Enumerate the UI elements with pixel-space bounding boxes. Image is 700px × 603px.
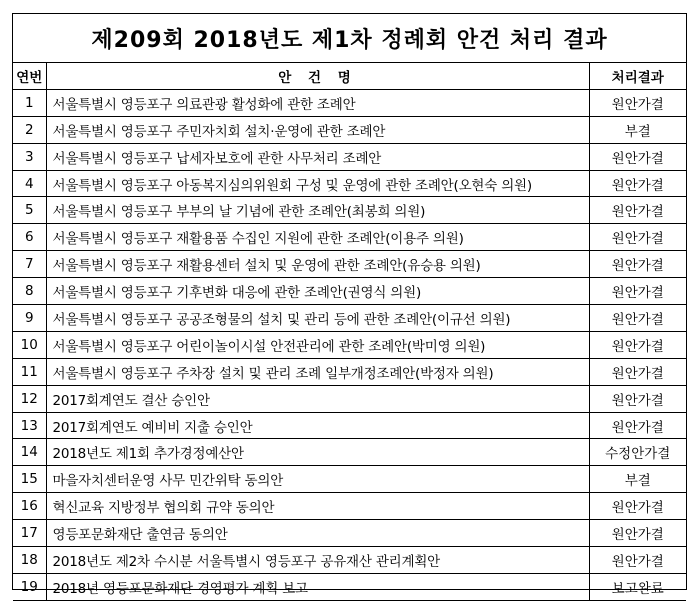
agenda-item: 서울특별시 영등포구 재활용품 수집인 지원에 관한 조례안(이용주 의원) — [46, 224, 589, 251]
page-title: 제209회 2018년도 제1차 정례회 안건 처리 결과 — [13, 14, 686, 63]
agenda-item: 2018년도 제1회 추가경정예산안 — [46, 439, 589, 466]
agenda-item: 서울특별시 영등포구 재활용센터 설치 및 운영에 관한 조례안(유승용 의원) — [46, 251, 589, 278]
table-row — [13, 385, 686, 412]
result-cell: 원안가결 — [589, 224, 686, 251]
agenda-item: 서울특별시 영등포구 공공조형물의 설치 및 관리 등에 관한 조례안(이규선 의원) — [46, 305, 589, 332]
row-number: 3 — [13, 143, 46, 170]
result-cell: 수정안가결 — [589, 439, 686, 466]
agenda-item: 영등포문화재단 출연금 동의안 — [46, 520, 589, 547]
row-number: 16 — [13, 493, 46, 520]
table-row — [13, 278, 686, 305]
header-no: 연번 — [13, 63, 46, 89]
row-number: 18 — [13, 547, 46, 574]
table-row — [13, 439, 686, 466]
result-cell: 원안가결 — [589, 305, 686, 332]
row-number: 1 — [13, 89, 46, 116]
row-number: 12 — [13, 385, 46, 412]
result-cell: 원안가결 — [589, 251, 686, 278]
row-number: 4 — [13, 170, 46, 197]
row-number: 5 — [13, 197, 46, 224]
table-row — [13, 493, 686, 520]
table-row — [13, 358, 686, 385]
result-cell: 원안가결 — [589, 170, 686, 197]
table-row — [13, 412, 686, 439]
agenda-item: 2018년도 제2차 수시분 서울특별시 영등포구 공유재산 관리계획안 — [46, 547, 589, 574]
result-cell: 원안가결 — [589, 358, 686, 385]
row-number: 7 — [13, 251, 46, 278]
result-cell: 원안가결 — [589, 493, 686, 520]
result-cell: 원안가결 — [589, 520, 686, 547]
table-row — [13, 197, 686, 224]
row-number: 10 — [13, 331, 46, 358]
agenda-item: 서울특별시 영등포구 기후변화 대응에 관한 조례안(권영식 의원) — [46, 278, 589, 305]
result-cell: 원안가결 — [589, 331, 686, 358]
table-row — [13, 331, 686, 358]
header-item: 안 건 명 — [46, 63, 589, 89]
row-number: 17 — [13, 520, 46, 547]
row-number: 14 — [13, 439, 46, 466]
agenda-item: 서울특별시 영등포구 의료관광 활성화에 관한 조례안 — [46, 89, 589, 116]
results-sheet — [12, 13, 687, 597]
table-body — [13, 89, 686, 600]
agenda-item: 서울특별시 영등포구 어린이놀이시설 안전관리에 관한 조례안(박미영 의원) — [46, 331, 589, 358]
result-cell: 부결 — [589, 466, 686, 493]
table-row — [13, 224, 686, 251]
row-number: 2 — [13, 116, 46, 143]
result-cell: 보고완료 — [589, 573, 686, 600]
table-row — [13, 143, 686, 170]
row-number: 13 — [13, 412, 46, 439]
table-row — [13, 251, 686, 278]
result-cell: 원안가결 — [589, 143, 686, 170]
agenda-item: 혁신교육 지방정부 협의회 규약 동의안 — [46, 493, 589, 520]
table-row — [13, 573, 686, 600]
table-row — [13, 116, 686, 143]
row-number: 8 — [13, 278, 46, 305]
agenda-item: 2017회계연도 결산 승인안 — [46, 385, 589, 412]
agenda-item: 서울특별시 영등포구 주차장 설치 및 관리 조례 일부개정조례안(박정자 의원) — [46, 358, 589, 385]
results-table — [13, 63, 686, 601]
table-header-row — [13, 63, 686, 89]
table-row — [13, 520, 686, 547]
table-row — [13, 89, 686, 116]
row-number: 19 — [13, 573, 46, 600]
result-cell: 원안가결 — [589, 278, 686, 305]
row-number: 15 — [13, 466, 46, 493]
header-result: 처리결과 — [589, 63, 686, 89]
agenda-item: 서울특별시 영등포구 주민자치회 설치·운영에 관한 조례안 — [46, 116, 589, 143]
row-number: 9 — [13, 305, 46, 332]
table-row — [13, 170, 686, 197]
agenda-item: 서울특별시 영등포구 납세자보호에 관한 사무처리 조례안 — [46, 143, 589, 170]
agenda-item: 2018년 영등포문화재단 경영평가 계획 보고 — [46, 573, 589, 600]
result-cell: 원안가결 — [589, 197, 686, 224]
table-row — [13, 466, 686, 493]
agenda-item: 마을자치센터운영 사무 민간위탁 동의안 — [46, 466, 589, 493]
table-row — [13, 305, 686, 332]
agenda-item: 2017회계연도 예비비 지출 승인안 — [46, 412, 589, 439]
result-cell: 원안가결 — [589, 412, 686, 439]
row-number: 6 — [13, 224, 46, 251]
result-cell: 부결 — [589, 116, 686, 143]
result-cell: 원안가결 — [589, 89, 686, 116]
result-cell: 원안가결 — [589, 385, 686, 412]
agenda-item: 서울특별시 영등포구 부부의 날 기념에 관한 조례안(최봉희 의원) — [46, 197, 589, 224]
table-row — [13, 547, 686, 574]
result-cell: 원안가결 — [589, 547, 686, 574]
agenda-item: 서울특별시 영등포구 아동복지심의위원회 구성 및 운영에 관한 조례안(오현숙 의원) — [46, 170, 589, 197]
row-number: 11 — [13, 358, 46, 385]
